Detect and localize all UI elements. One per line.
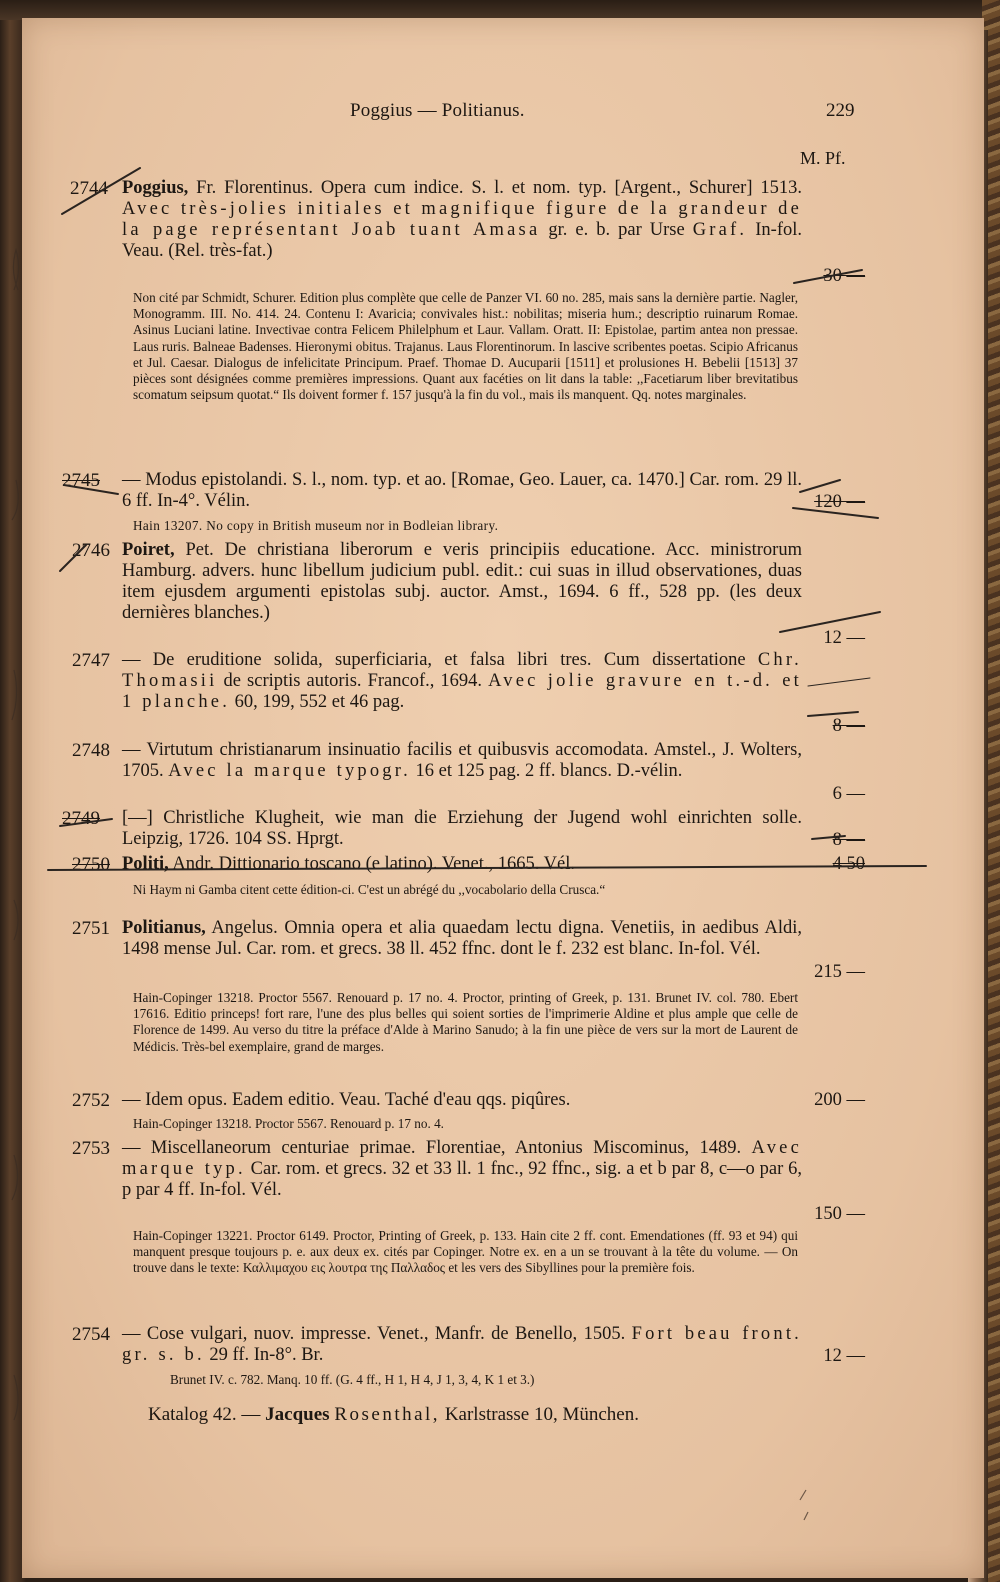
author-name: Poggius,	[122, 178, 189, 198]
price: 12 —	[823, 1346, 865, 1366]
entry-description	[122, 1324, 802, 1366]
entry-number: 2750	[72, 854, 110, 875]
text-part: Car. rom. et grecs. 32 et 33 ll. 1 fnc., 92 ffnc., sig. a et b par 8, c—o par 6, p par 4 ff. In-fol. Vél.	[122, 1159, 802, 1200]
spaced-text: Chr. Thomasii	[122, 650, 802, 691]
entry-note: Hain-Copinger 13221. Proctor 6149. Proctor, Printing of Greek, p. 133. Hain cite 2 ff. cont. Emendationes (ff. 93 et 94) qui manquent presque toujours p. e. aux deux ex. cités par Copinger. Notre ex. en a un se trouvant à la tête du volume. — On trouve dans le texte: Καλλιμαχου εις λουτρα της Παλλαδος et les vers des Sibyllines pour la première fois.	[133, 1228, 798, 1276]
price: 200 —	[814, 1090, 865, 1110]
text-part: 60, 199, 552 et 46 pag.	[230, 692, 405, 712]
author-name: Poiret,	[122, 540, 175, 560]
text-part: de scriptis autoris. Francof., 1694.	[217, 671, 489, 691]
price: 6 —	[832, 784, 865, 804]
entry-description	[122, 918, 802, 960]
spaced-text: Avec marque typ.	[122, 1138, 802, 1179]
entry-number: 2744	[70, 178, 108, 199]
entry-description	[122, 854, 802, 875]
text-part: — Miscellaneorum centuriae primae. Florentiae, Antonius Miscominus, 1489.	[122, 1138, 752, 1158]
spaced-text: Avec très-jolies initiales et magnifique figure de la grandeur de la page représentant Joab tuant Amasa	[122, 199, 802, 240]
entry-note: Hain-Copinger 13218. Proctor 5567. Renouard p. 17 no. 4. Proctor, printing of Greek, p. 131. Brunet IV. col. 780. Ebert 17616. Editio princeps! fort rare, l'une des plus belles qui soient sorties de l'imprimerie Aldine et plus ample que celle de Florence de 1499. Au verso du titre la préface d'Alde à Marino Sanudo; à la fin une pièce de vers sur la mort de Laurent de Médicis. Très-bel exemplaire, grand de marges.	[133, 990, 798, 1054]
entry-note: Brunet IV. c. 782. Manq. 10 ff. (G. 4 ff., H 1, H 4, J 1, 3, 4, K 1 et 3.)	[170, 1372, 535, 1387]
running-header	[0, 100, 980, 130]
text-part: — De eruditione solida, superficiaria, et falsa libri tres. Cum dissertatione	[122, 650, 758, 670]
top-edge	[0, 0, 1000, 20]
price: 8 —	[832, 830, 865, 850]
text-part: Angelus. Omnia opera et alia quaedam lectu digna. Venetiis, in aedibus Aldi, 1498 mense Jul. Car. rom. et grecs. 38 ll. 452 ffnc. dont le f. 232 est blanc. In-fol. Vél.	[122, 918, 802, 959]
entry-number: 2752	[72, 1090, 110, 1111]
text-part: Pet. De christiana liberorum e veris principiis educatione. Acc. ministrorum Hamburg. advers. hunc libellum judicium publ. edit.: cui suas in illud observationes, duas item ejusdem argumenti epistolas subj. auctor. Amst., 1694. 6 ff., 528 pp. (les deux dernières blanches.)	[122, 540, 802, 623]
footer-address: Karlstrasse 10, München.	[440, 1404, 639, 1425]
price: 30 —	[823, 266, 865, 286]
entry-note: Ni Haym ni Gamba citent cette édition-ci. C'est un abrégé du ,,vocabolario della Crusca.“	[133, 882, 606, 897]
price: 12 —	[823, 628, 865, 648]
text-part: In-fol. Veau. (Rel. très-fat.)	[122, 220, 803, 261]
entry-number: 2746	[72, 540, 110, 561]
footer-prefix: Katalog 42. —	[148, 1404, 266, 1425]
spaced-text: Fort beau front. gr. s. b.	[122, 1324, 802, 1365]
entry-number: 2745	[62, 470, 100, 491]
price: 215 —	[814, 962, 865, 982]
price: 120 —	[814, 492, 865, 512]
text-part: gr. e. b. par Urse	[540, 220, 693, 240]
price: 4 50	[832, 854, 865, 874]
author-name: Politianus,	[122, 918, 206, 938]
text-part: 16 et 125 pag. 2 ff. blancs. D.-vélin.	[410, 761, 683, 781]
entry-description	[122, 740, 802, 782]
text-part: Andr. Dittionario toscano (e latino). Venet., 1665. Vél.	[168, 854, 576, 874]
entry-description: [—] Christliche Klugheit, wie man die Erziehung der Jugend wohl einrichten solle. Leipzig, 1726. 104 SS. Hprgt.	[122, 808, 802, 849]
price: 150 —	[814, 1204, 865, 1224]
text-part: — Cose vulgari, nuov. impresse. Venet., Manfr. de Benello, 1505.	[122, 1324, 632, 1344]
footer-firm: Jacques	[265, 1404, 330, 1425]
currency-label: M. Pf.	[800, 148, 846, 168]
spaced-text: Avec jolie gravure en t.-d. et 1 planche.	[122, 671, 802, 712]
entry-description	[122, 540, 802, 624]
spaced-text: Avec la marque typogr.	[168, 761, 411, 781]
entry-description	[122, 650, 802, 713]
page-number: 229	[826, 100, 855, 121]
text-part: 29 ff. In-8°. Br.	[204, 1345, 324, 1365]
entry-note: Hain-Copinger 13218. Proctor 5567. Renouard p. 17 no. 4.	[133, 1116, 444, 1131]
author-name: Politi,	[122, 854, 169, 874]
entry-number: 2753	[72, 1138, 110, 1159]
text-part: Fr. Florentinus. Opera cum indice. S. l. et nom. typ. [Argent., Schurer] 1513.	[188, 178, 802, 198]
entry-description: — Modus epistolandi. S. l., nom. typ. et ao. [Romae, Geo. Lauer, ca. 1470.] Car. rom. 29 ll. 6 ff. In-4°. Vélin.	[122, 470, 802, 511]
entry-number: 2749	[62, 808, 100, 829]
entry-number: 2754	[72, 1324, 110, 1345]
running-title: Poggius — Politianus.	[350, 100, 525, 121]
entry-description: — Idem opus. Eadem editio. Veau. Taché d'eau qqs. piqûres.	[122, 1090, 571, 1110]
footer-name: Rosenthal,	[334, 1404, 441, 1425]
entry-note: Hain 13207. No copy in British museum nor in Bodleian library.	[133, 518, 499, 533]
entry-number: 2751	[72, 918, 110, 939]
entry-note: Non cité par Schmidt, Schurer. Edition plus complète que celle de Panzer VI. 60 no. 285, mais sans la dernière partie. Nagler, Monogramm. III. No. 414. 24. Contenu I: Avaricia; convivales hist.: nobilitas; miseria hum.; descriptio ruinarum Romae. Asinus Luciani latine. Invectivae contra Felicem Philelphum et Laur. Vallam. Oratt. II: Epistolae, partim antea non pressae. Laus ruris. Balneae Badenses. Hieronymi obitus. Trajanus. Laus Florentinorum. In lascive scribentes poetas. Scipio Africanus et Jul. Caesar. Dialogus de infelicitate Principum. Praef. Thomae D. Aucuparii [1511] et prolusiones H. Bebelii [1513] 37 pièces sont désignées comme premières impressions. Quant aux facéties on lit dans la table: ,,Facetiarum liber brevitatibus scomatum seipsum quotat.“ Ils doivent former f. 157 jusqu'à la fin du vol., mais ils manquent. Qq. notes marginales.	[133, 290, 798, 403]
entry-description	[122, 1138, 802, 1201]
spaced-text: Graf.	[692, 220, 748, 240]
text-part: — Virtutum christianarum insinuatio facilis et quibusvis accomodata. Amstel., J. Wolters, 1705.	[122, 740, 802, 781]
price: 8 —	[832, 716, 865, 736]
entry-number: 2748	[72, 740, 110, 761]
catalog-footer	[148, 1404, 828, 1426]
entry-description	[122, 178, 802, 262]
entry-number: 2747	[72, 650, 110, 671]
